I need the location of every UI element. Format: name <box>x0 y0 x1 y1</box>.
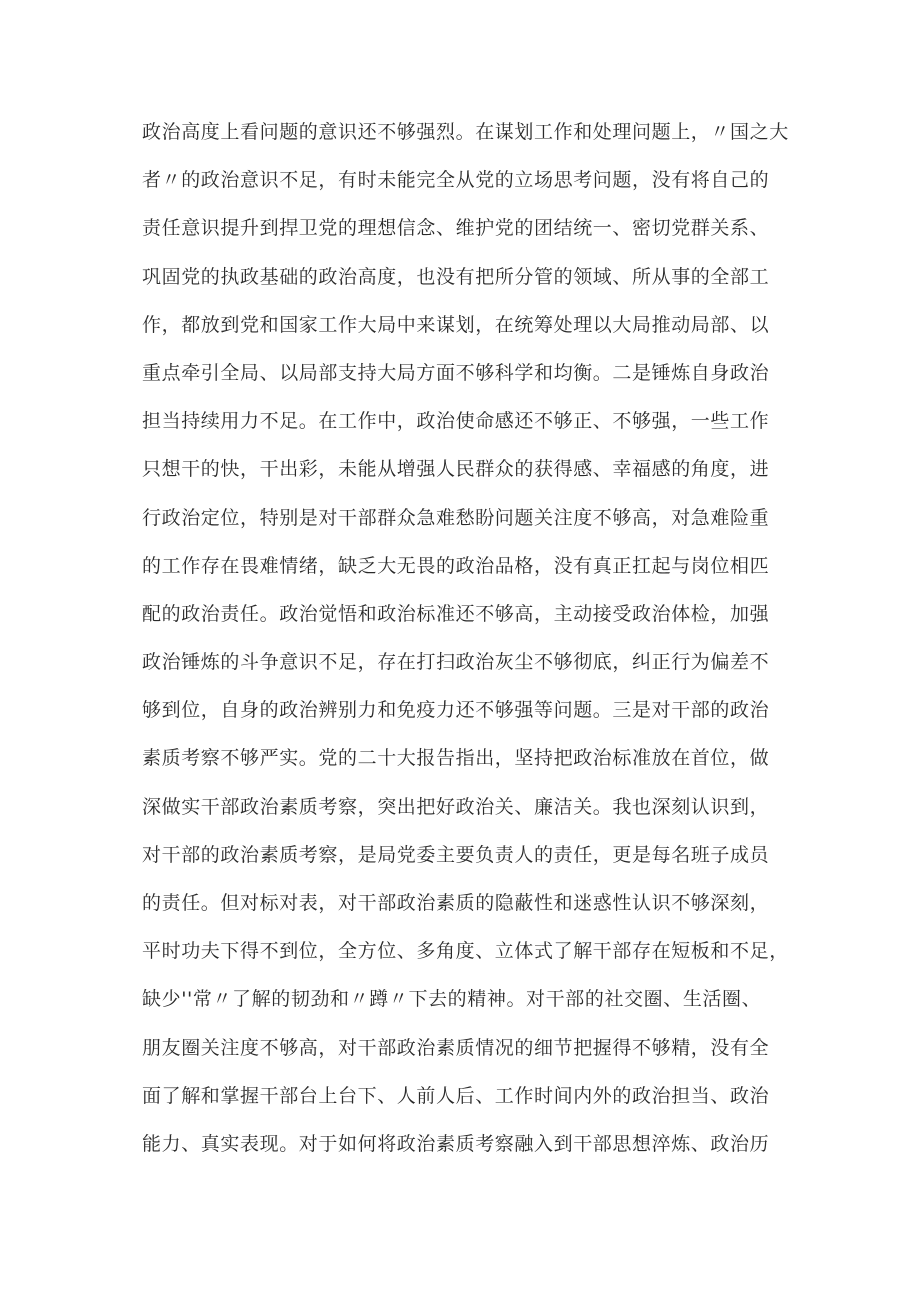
text-line: 缺少''常〃了解的韧劲和〃蹲〃下去的精神。对干部的社交圈、生活圈、 <box>142 988 762 1011</box>
text-line: 重点牵引全局、以局部支持大局方面不够科学和均衡。二是锤炼自身政治 <box>142 361 770 384</box>
text-line: 政治高度上看问题的意识还不够强烈。在谋划工作和处理问题上，〃国之大 <box>142 121 789 143</box>
text-line: 配的政治责任。政治觉悟和政治标准还不够高，主动接受政治体检，加强 <box>142 602 770 625</box>
text-line: 者〃的政治意识不足，有时未能完全从党的立场思考问题，没有将自己的 <box>142 169 770 192</box>
text-line: 的工作存在畏难情绪，缺乏大无畏的政治品格，没有真正扛起与岗位相匹 <box>142 554 770 577</box>
text-line: 担当持续用力不足。在工作中，政治使命感还不够正、不够强，一些工作 <box>142 410 770 433</box>
text-line: 巩固党的执政基础的政治高度，也没有把所分管的领域、所从事的全部工 <box>142 265 770 288</box>
text-line: 责任意识提升到捍卫党的理想信念、维护党的团结统一、密切党群关系、 <box>142 217 770 240</box>
text-line: 能力、真实表现。对于如何将政治素质考察融入到干部思想淬炼、政治历 <box>142 1132 770 1155</box>
text-line: 作，都放到党和国家工作大局中来谋划，在统筹处理以大局推动局部、以 <box>142 313 770 336</box>
text-line: 的责任。但对标对表，对干部政治素质的隐蔽性和迷惑性认识不够深刻， <box>142 892 770 914</box>
body-text <box>142 108 802 1168</box>
text-line: 政治锤炼的斗争意识不足，存在打扫政治灰尘不够彻底，纠正行为偏差不 <box>142 651 770 674</box>
text-line: 素质考察不够严实。党的二十大报告指出，坚持把政治标准放在首位，做 <box>142 747 770 770</box>
text-line: 对干部的政治素质考察，是局党委主要负责人的责任，更是每名班子成员 <box>142 843 770 866</box>
text-line: 面了解和掌握干部台上台下、人前人后、工作时间内外的政治担当、政治 <box>142 1084 770 1107</box>
text-line: 够到位，自身的政治辨别力和免疫力还不够强等问题。三是对干部的政治 <box>142 699 770 722</box>
text-line: 朋友圈关注度不够高，对干部政治素质情况的细节把握得不够精，没有全 <box>142 1036 770 1059</box>
text-line: 深做实干部政治素质考察，突出把好政治关、廉洁关。我也深刻认识到， <box>142 795 770 818</box>
text-line: 只想干的快，干出彩，未能从增强人民群众的获得感、幸福感的角度，进 <box>142 458 770 481</box>
text-line: 行政治定位，特别是对干部群众急难愁盼问题关注度不够高，对急难险重 <box>142 506 770 529</box>
text-line: 平时功夫下得不到位，全方位、多角度、立体式了解干部存在短板和不足， <box>142 940 789 963</box>
